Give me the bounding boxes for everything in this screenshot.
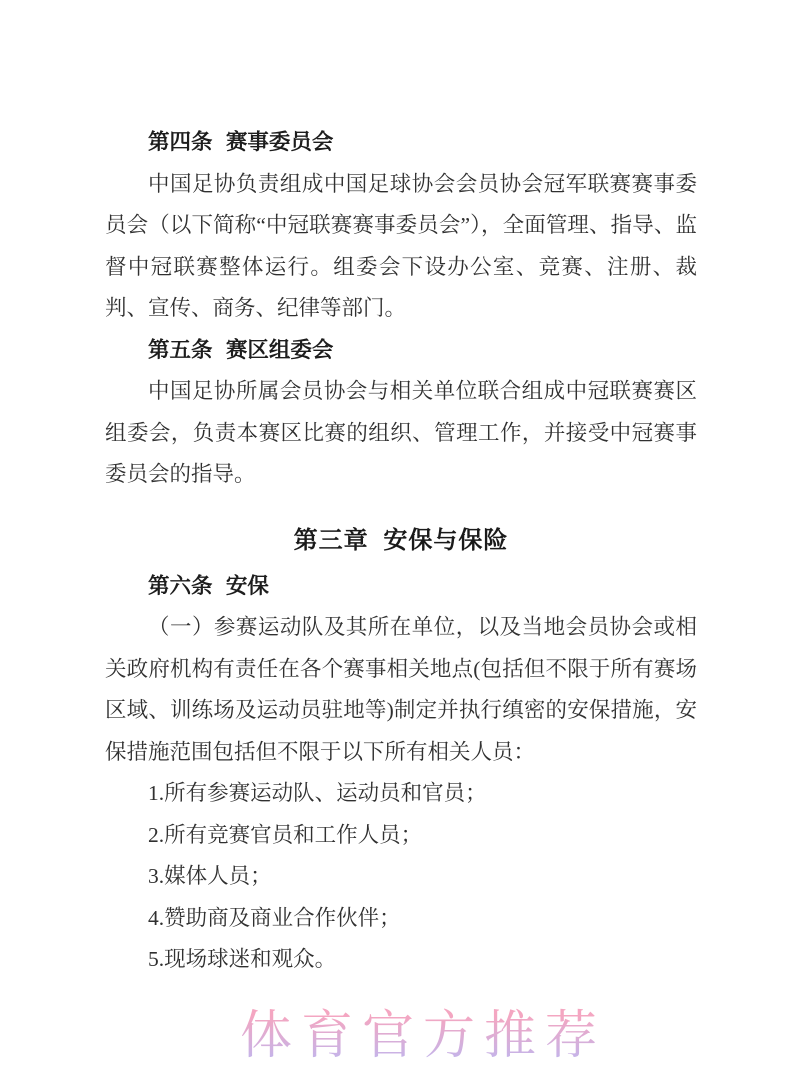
article-6-paragraph: （一）参赛运动队及其所在单位，以及当地会员协会或相关政府机构有责任在各个赛事相关地点(包括但不限于所有赛场区域、训练场及运动员驻地等)制定并执行缜密的安保措施，安保措施范围包括但不限于以下所有相关人员： [105,615,697,764]
document-content [105,0,697,981]
article-5-heading: 第五条 赛区组委会 [148,337,334,362]
article-6-heading: 第六条 安保 [148,573,269,598]
article-4-paragraph: 中国足协负责组成中国足球协会会员协会冠军联赛赛事委员会（以下简称“中冠联赛赛事委员会”），全面管理、指导、监督中冠联赛整体运行。组委会下设办公室、竞赛、注册、裁判、宣传、商务、纪律等部门。 [105,171,697,320]
chapter-3-heading: 第三章 安保与保险 [293,526,509,554]
list-item: 4.赞助商及商业合作伙伴； [148,905,401,930]
list-item: 3.媒体人员； [148,864,272,888]
list-item: 5.现场球迷和观众。 [148,947,337,971]
list-item: 1.所有参赛运动队、运动员和官员； [148,781,487,805]
watermark: 体育官方推荐 [240,1008,607,1065]
list-item: 2.所有竞赛官员和工作人员； [148,822,423,847]
article-5-paragraph: 中国足协所属会员协会与相关单位联合组成中冠联赛赛区组委会，负责本赛区比赛的组织、管理工作，并接受中冠赛事委员会的指导。 [105,379,697,486]
article-4-heading: 第四条 赛事委员会 [148,130,334,154]
